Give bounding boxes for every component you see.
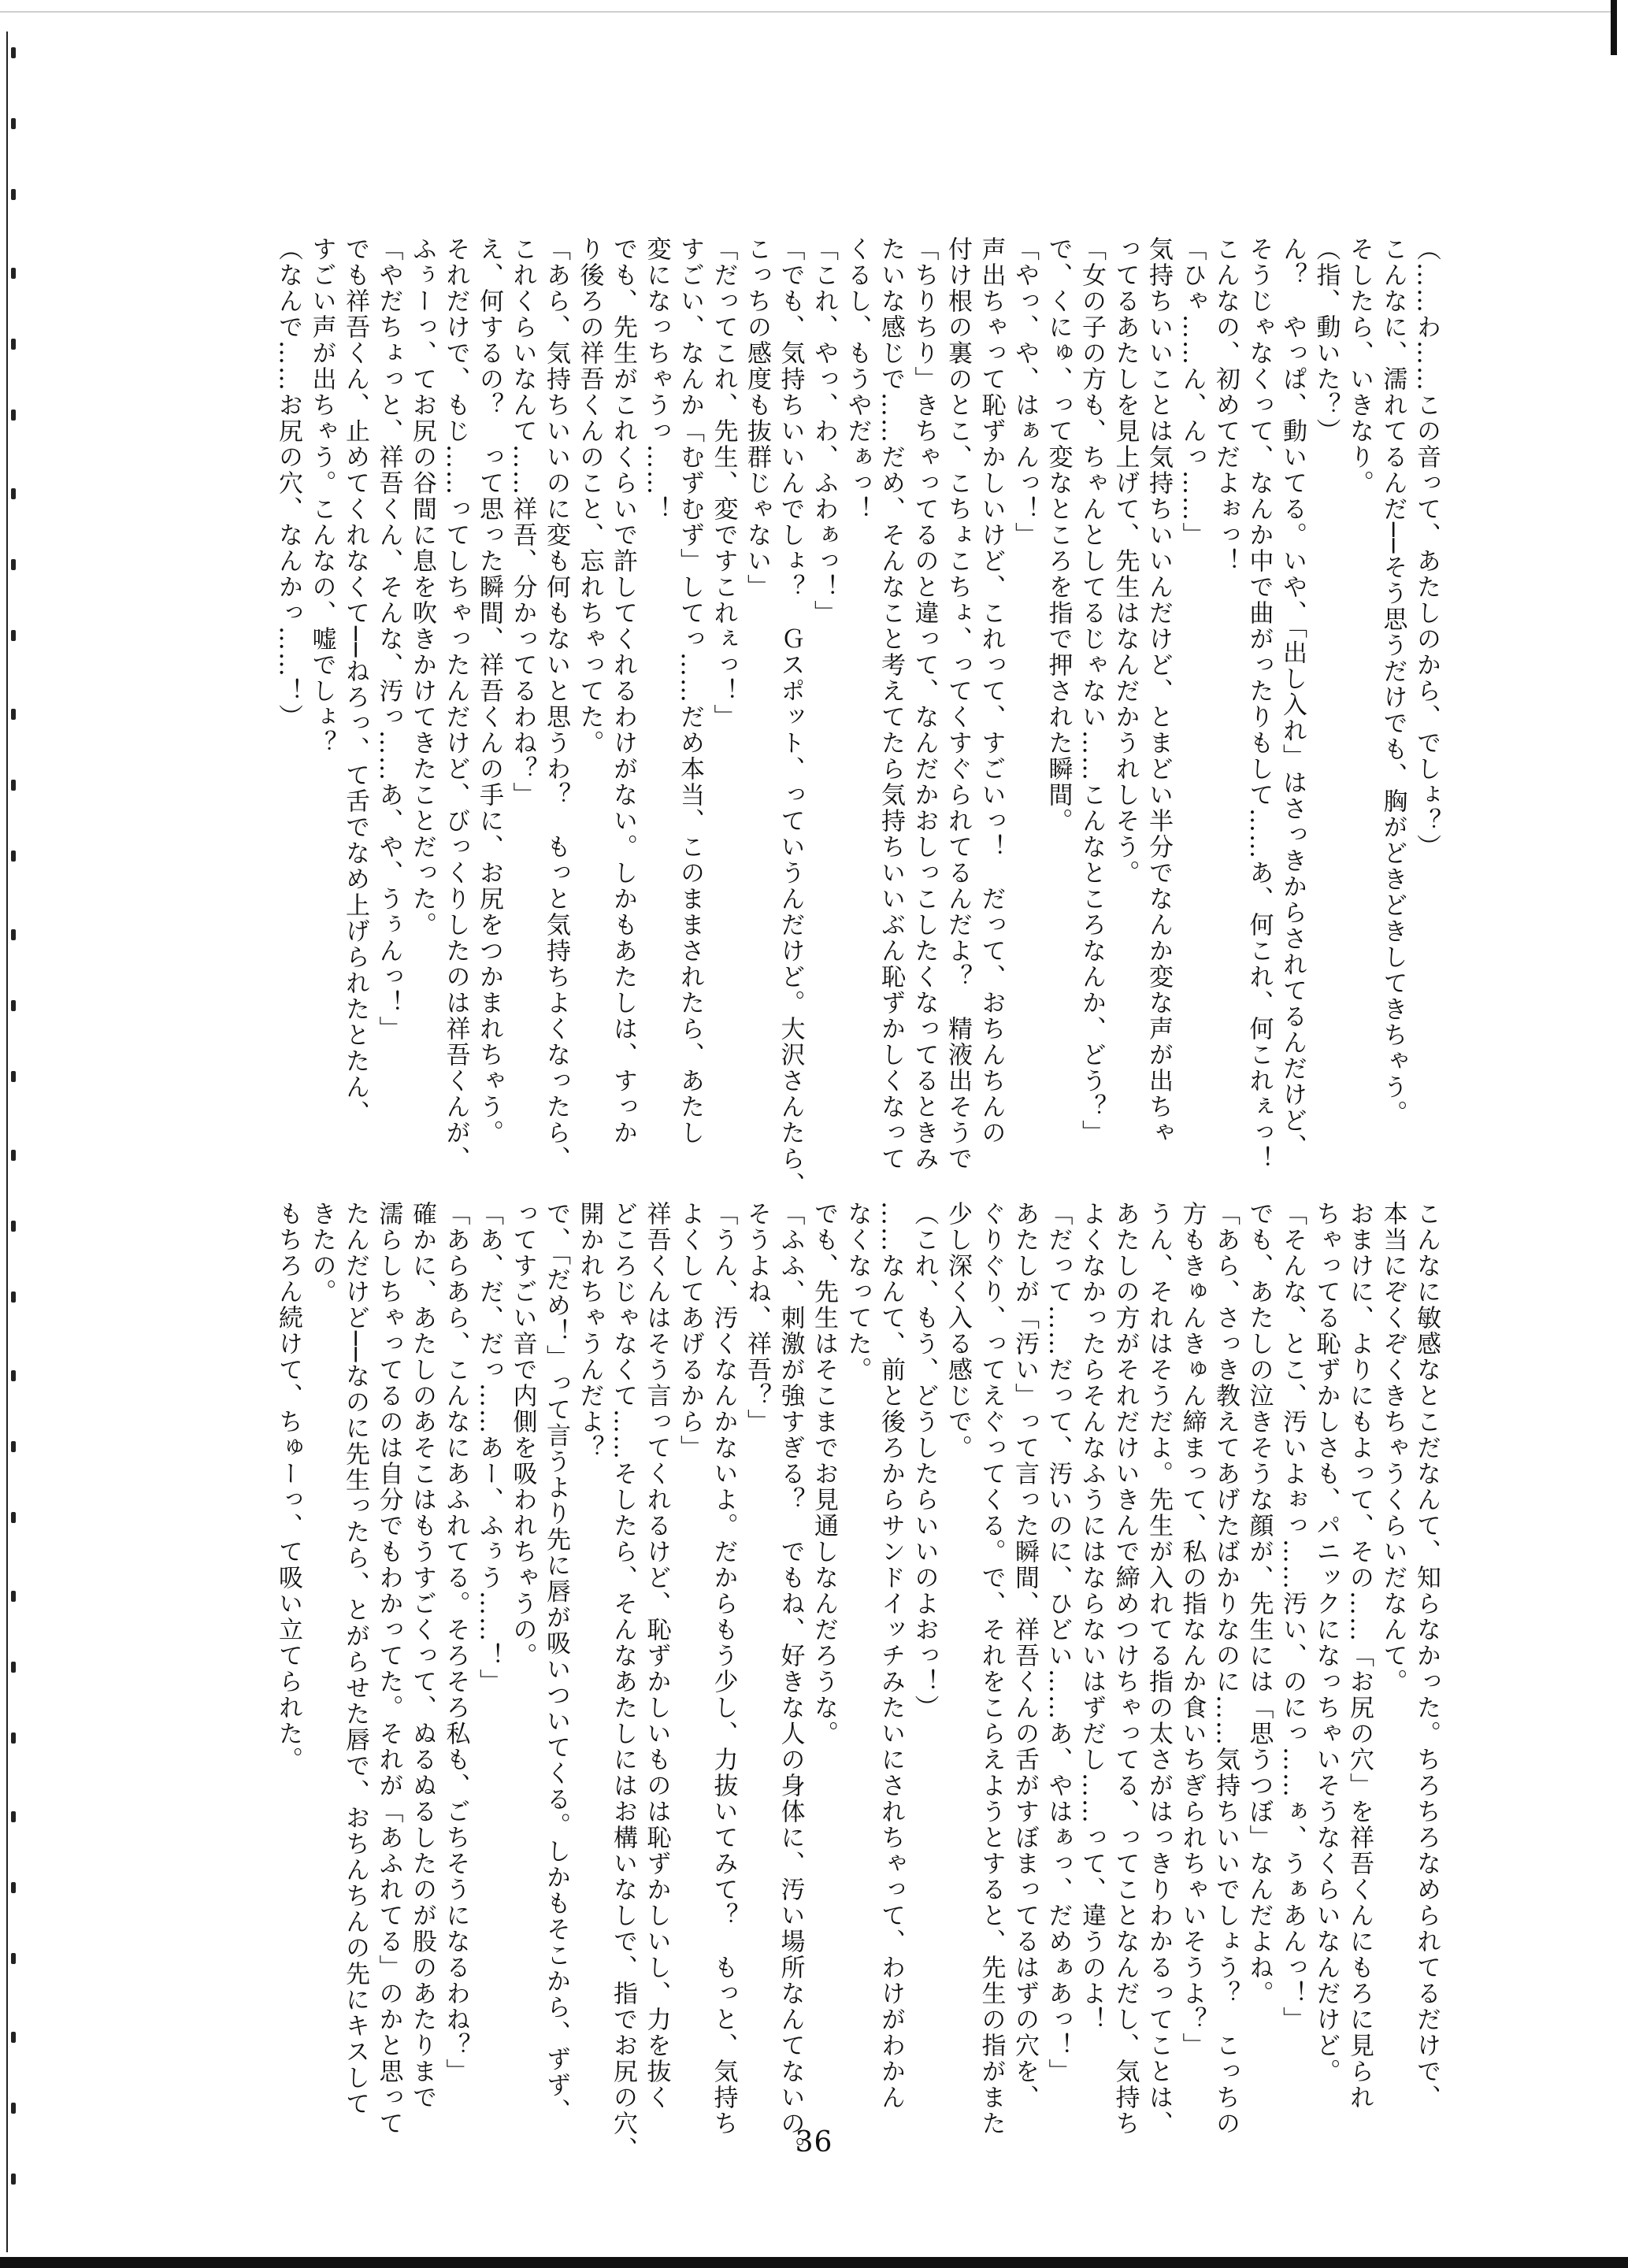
page-top-rule (0, 11, 1615, 13)
text-line: くるし、もうやだぁっ！ (843, 236, 872, 522)
text-line: でも、あたしの泣きそうな顔が、先生には「思うつぼ」なんだよね。 (1244, 1201, 1274, 2007)
text-line: それだけで、もじ……ってしちゃったんだけど、びっくりしたのは祥吾くんが、 (441, 236, 470, 1172)
text-line: ん？ やっぱ、動いてる。いや、「出し入れ」はさっきからされてるんだけど、 (1278, 236, 1307, 1160)
text-line: （これ、もう、どうしたらいいのよおっ！） (910, 1201, 939, 1721)
text-line: こっちの感度も抜群じゃない」 (743, 236, 771, 600)
text-line: 開かれちゃうんだよ？ (575, 1201, 604, 1461)
text-line: こんなに、濡れてるんだ──そう思うだけでも、胸がどきどきしてきちゃう。 (1378, 236, 1407, 1127)
text-line: 「これ、やっ、わ、ふわぁっ！」 (810, 236, 838, 626)
text-line: あたしの方がそれだけいきんで締めつけちゃってる、ってことなんだし、気持ち (1111, 1201, 1140, 2136)
text-line: よくしてあげるから」 (676, 1201, 704, 1461)
text-line: なくなってた。 (843, 1201, 872, 1383)
text-line: そうよね、祥吾？」 (743, 1201, 771, 1435)
text-line: そうじゃなくって、なんか中で曲がったりもして……あ、何これ、何これぇっ！ (1244, 236, 1274, 1172)
text-line: ふぅーっ、てお尻の谷間に息を吹きかけてきたことだった。 (408, 236, 436, 938)
binding-edge (6, 32, 19, 2252)
text-line: でも、先生はそこまでお見通しなんだろうな。 (810, 1201, 838, 1747)
text-line: きたの。 (307, 1201, 336, 1305)
text-line: 「あら、さっき教えてあげたばかりなのに……気持ちいいでしょう？ こっちの (1211, 1201, 1240, 2136)
text-line: ってすごい音で内側を吸われちゃうの。 (508, 1201, 537, 1669)
text-line: 「やっ、や、はぁんっ！」 (1011, 236, 1039, 548)
text-line: 「でも、気持ちいいんでしょ？ Ｇスポット、っていうんだけど。大沢さんたら、 (776, 236, 805, 1198)
text-line: 少し深く入る感じで。 (944, 1201, 972, 1461)
text-line: でも、先生がこれくらいで許してくれるわけがない。しかもあたしは、すっか (609, 236, 637, 1146)
text-line: ぐりぐり、ってえぐってくる。で、それをこらえようとすると、先生の指がまた (977, 1201, 1006, 2136)
text-line: 気持ちいいことは気持ちいいんだけど、とまどい半分でなんか変な声が出ちゃ (1144, 236, 1173, 1146)
text-line: あたしが「汚い」って言った瞬間、祥吾くんの舌がすぼまってるはずの穴を、 (1011, 1201, 1039, 2110)
text-line: 「そんな、とこ、汚いよぉっ……汚い、のにっ……ぁ、うぁあんっ！」 (1278, 1201, 1307, 2033)
page-number: 36 (795, 2126, 833, 2159)
page-bottom-band (0, 2257, 1628, 2268)
text-line: ちゃってる恥ずかしさも、パニックになっちゃいそうなくらいなんだけど。 (1311, 1201, 1341, 2085)
text-line: 「うん、汚くなんかないよ。だからもう少し、力抜いてみて？ もっと、気持ち (709, 1201, 738, 2136)
text-line: そしたら、いきなり。 (1345, 236, 1374, 496)
text-line: 「やだちょっと、祥吾くん、そんな、汚っ……あ、や、うぅんっ！」 (374, 236, 403, 1042)
text-line: すごい声が出ちゃう。こんなの、嘘でしょ？ (307, 236, 336, 756)
text-line: 「女の子の方も、ちゃんとしてるじゃない……こんなところなんか、どう？」 (1077, 236, 1106, 1146)
text-line: で、「だめ！」って言うより先に唇が吸いついてくる。しかもそこから、ずず、 (542, 1201, 570, 2125)
text-line: 確かに、あたしのあそこはもうすごくって、ぬるぬるしたのが股のあたりまで (408, 1201, 436, 2110)
text-line: り後ろの祥吾くんのこと、忘れちゃってた。 (575, 236, 604, 756)
text-line: （……わ……この音って、あたしのから、でしょ？） (1412, 236, 1441, 860)
text-line: 本当にぞくぞくきちゃうくらいだなんて。 (1378, 1201, 1407, 1695)
text-line: 「ちりちり」きちゃってるのと違って、なんだかおしっこしたくなってるときみ (910, 236, 939, 1172)
text-line: 「ひゃ……ん、んっ……」 (1177, 236, 1207, 548)
text-line: 声出ちゃって恥ずかしいけど、これって、すごいっ！ だって、おちんちんの (977, 236, 1006, 1146)
text-line: よくなかったらそんなふうにはならないはずだし……って、違うのよ！ (1077, 1201, 1106, 2033)
text-line: 「だってこれ、先生、変ですこれぇっ！」 (709, 236, 738, 730)
text-line: でも祥吾くん、止めてくれなくて──ねろっ、て舌でなめ上げられたとたん、 (341, 236, 369, 1127)
text-line: うん、それはそうだよ。先生が入れてる指の太さがはっきりわかるってことは、 (1144, 1201, 1173, 2136)
text-line: え、何するの？ って思った瞬間、祥吾くんの手に、お尻をつかまれちゃう。 (475, 236, 503, 1146)
text-line: おまけに、よりにもよって、その……「お尻の穴」を祥吾くんにもろに見られ (1345, 1201, 1374, 2110)
text-line: 変になっちゃうっ……！ (642, 236, 671, 522)
text-line: こんなに敏感なとこだなんて、知らなかった。ちろちろなめられてるだけで、 (1412, 1201, 1441, 2110)
text-line: 「だって……だって、汚いのに、ひどい……あ、やはぁっ、だめぁあっ！」 (1044, 1201, 1073, 2085)
text-line: 祥吾くんはそう言ってくれるけど、恥ずかしいものは恥ずかしいし、力を抜く (642, 1201, 671, 2110)
text-line: 「あ、だ、だっ……あー、ふぅう……！」 (475, 1201, 503, 1695)
text-line: ってるあたしを見上げて、先生はなんだかうれしそう。 (1111, 236, 1140, 886)
text-line: で、くにゅ、って変なところを指で押された瞬間。 (1044, 236, 1073, 834)
text-line: すごい、なんか「むずむず」してっ……だめ本当、このままされたら、あたし (676, 236, 704, 1146)
text-line: （指、動いた？） (1311, 236, 1341, 444)
text-line: 「ふふ、刺激が強すぎる？ でもね、好きな人の身体に、汚い場所なんてないの。 (776, 1201, 805, 2162)
text-line: 「あら、気持ちいいのに変も何もないと思うわ？ もっと気持ちよくなったら、 (542, 236, 570, 1172)
text-line: 方もきゅんきゅん締まって、私の指なんか食いちぎられちゃいそうよ？」 (1177, 1201, 1207, 2059)
text-line: これくらいなんて……祥吾、分かってるわね？」 (508, 236, 537, 808)
text-line: 付け根の裏のとこ、こちょこちょ、ってくすぐられてるんだよ？ 精液出そうで (944, 236, 972, 1172)
text-line: もちろん続けて、ちゅーっ、て吸い立てられた。 (274, 1201, 302, 1773)
upper-text-block (69, 236, 1443, 1198)
text-line: たいな感じで……だめ、そんなこと考えてたら気持ちいいぶん恥ずかしくなって (877, 236, 905, 1172)
text-line: たんだけど──なのに先生ったら、とがらせた唇で、おちんちんの先にキスして (341, 1201, 369, 2118)
text-line: （なんで……お尻の穴、なんかっ……！） (274, 236, 302, 730)
text-line: どころじゃなくて……そしたら、そんなあたしにはお構いなしで、指でお尻の穴、 (609, 1201, 637, 2162)
text-line: こんなの、初めてだよぉっ！ (1211, 236, 1240, 574)
text-line: 「あらあら、こんなにあふれてる。そろそろ私も、ごちそうになるわね？」 (441, 1201, 470, 2085)
text-line: ……なんて、前と後ろからサンドイッチみたいにされちゃって、わけがわかん (877, 1201, 905, 2110)
text-line: 濡らしちゃってるのは自分でもわかってた。それが「あふれてる」のかと思って (374, 1201, 403, 2136)
page-corner-mark (1611, 0, 1617, 55)
